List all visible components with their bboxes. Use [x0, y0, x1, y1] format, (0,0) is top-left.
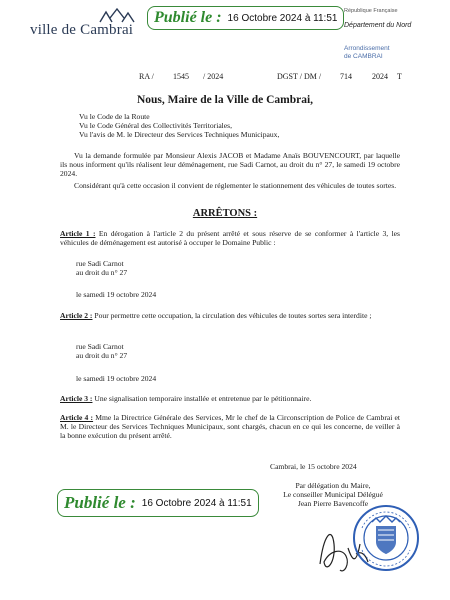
article-text: Mme la Directrice Générale des Services, Mr le chef de la Circonscription de Police de Cambrai et M. le Directeur des Services Techniques Municipaux, sont chargés, chacun en ce qui les concerne, de veiller à la bonne exécution du présent arrêté.	[60, 413, 401, 441]
article-2-date: le samedi 19 octobre 2024	[76, 374, 157, 383]
legal-reference: Vu l'avis de M. le Directeur des Services Techniques Municipaux,	[79, 130, 280, 140]
ref-ra-number: 1545	[173, 72, 189, 81]
consideration-paragraph: Considérant qu'à cette occasion il convient de réglementer le stationnement des véhicules de toutes sortes.	[74, 181, 397, 190]
arrondissement	[344, 45, 390, 61]
decree-title: Nous, Maire de la Ville de Cambrai,	[136, 94, 314, 106]
arrondissement-line-1: Arrondissement	[344, 45, 390, 52]
article-2-location	[76, 342, 127, 360]
departement: Département du Nord	[344, 22, 412, 29]
ref-ra-label: RA /	[139, 72, 154, 81]
signature-delegation: Par délégation du Maire,	[295, 481, 371, 490]
stamp-date: 16 Octobre 2024 à 11:51	[227, 12, 338, 24]
city-logo	[26, 8, 138, 44]
logo-text: ville de Cambrai	[30, 22, 134, 38]
article-3	[60, 394, 400, 403]
arretons-heading: ARRÊTONS :	[192, 208, 258, 219]
ref-service-label: DGST / DM /	[277, 72, 322, 81]
ref-service-letter: T	[397, 72, 402, 81]
stamp-label: Publié le :	[64, 493, 136, 512]
request-paragraph: Vu la demande formulée par Monsieur Alexis JACOB et Madame Anaïs BOUVENCOURT, par laquelle ils nous informent qu'ils réalisent leur déménagement, rue Sadi Carnot, au droit du n° 27, le samedi 19 octobre 2024.	[60, 151, 400, 179]
article-1-location	[76, 259, 127, 277]
signature-name: Jean Pierre Bavencoffe	[297, 499, 369, 508]
street-number: au droit du n° 27	[76, 351, 128, 361]
article-label: Article 3 :	[60, 394, 93, 403]
signature-and-seal	[312, 504, 422, 586]
article-2	[60, 311, 400, 320]
signature-title: Le conseiller Municipal Délégué	[283, 490, 383, 499]
legal-references	[79, 112, 399, 140]
ref-ra-year: / 2024	[203, 72, 224, 81]
signature-place-date: Cambrai, le 15 octobre 2024	[270, 462, 357, 471]
street: rue Sadi Carnot	[76, 259, 124, 268]
ref-service-year: 2024	[372, 72, 388, 81]
article-4	[60, 413, 400, 441]
article-1-date: le samedi 19 octobre 2024	[76, 290, 157, 299]
article-text: Pour permettre cette occupation, la circulation des véhicules de toutes sortes sera interdite ;	[94, 311, 372, 320]
published-stamp-bottom	[57, 489, 259, 517]
street-number: au droit du n° 27	[76, 268, 128, 278]
legal-reference: Vu le Code Général des Collectivités Territoriales,	[79, 121, 233, 131]
article-label: Article 2 :	[60, 311, 93, 320]
published-stamp-top	[147, 6, 344, 30]
article-text: Une signalisation temporaire installée et entretenue par le pétitionnaire.	[94, 394, 312, 403]
article-text: En dérogation à l'article 2 du présent arrêté et sous réserve de se conformer à l'article 3, les véhicules de déménagement est autorisé à occuper le Domaine Public :	[60, 229, 401, 248]
article-1	[60, 229, 400, 247]
legal-reference: Vu le Code de la Route	[79, 112, 150, 121]
article-label: Article 4 :	[60, 413, 94, 422]
republique-francaise: République Française	[344, 8, 398, 14]
street: rue Sadi Carnot	[76, 342, 124, 351]
article-label: Article 1 :	[60, 229, 96, 238]
stamp-date: 16 Octobre 2024 à 11:51	[141, 497, 252, 509]
ref-service-number: 714	[340, 72, 352, 81]
handwritten-signature	[320, 534, 368, 570]
arrondissement-line-2: de CAMBRAI	[344, 53, 383, 60]
official-seal-icon	[354, 506, 418, 570]
stamp-label: Publié le :	[154, 9, 222, 26]
